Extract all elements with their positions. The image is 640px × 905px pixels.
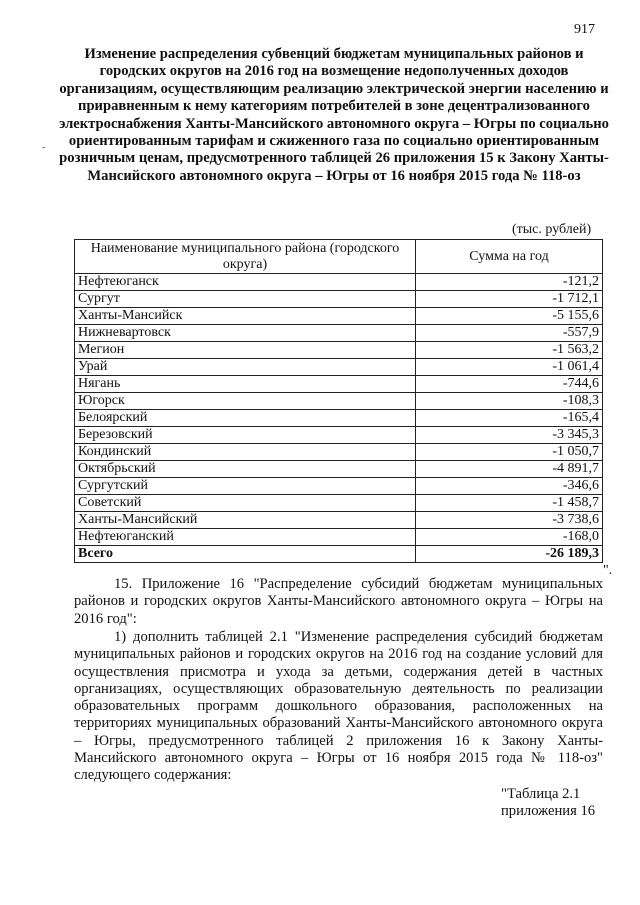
municipality-name: Югорск — [75, 393, 416, 410]
amount-value: -3 738,6 — [416, 512, 603, 529]
municipality-name: Нефтеюганский — [75, 529, 416, 546]
amount-value: -5 155,6 — [416, 308, 603, 325]
municipality-name: Октябрьский — [75, 461, 416, 478]
table-row — [75, 427, 603, 444]
table-row — [75, 325, 603, 342]
table-row — [75, 342, 603, 359]
amount-value: -346,6 — [416, 478, 603, 495]
amount-value: -168,0 — [416, 529, 603, 546]
table-row — [75, 410, 603, 427]
table-row — [75, 393, 603, 410]
municipality-name: Ханты-Мансийский — [75, 512, 416, 529]
table-reference-line-1: "Таблица 2.1 — [501, 786, 581, 802]
total-amount: -26 189,3 — [416, 546, 603, 563]
table-row — [75, 512, 603, 529]
table-row — [75, 461, 603, 478]
header-amount: Сумма на год — [416, 240, 603, 274]
table-row — [75, 495, 603, 512]
amount-value: -165,4 — [416, 410, 603, 427]
amount-value: -108,3 — [416, 393, 603, 410]
table-header-row — [75, 240, 603, 274]
document-title: Изменение распределения субвенций бюджетам муниципальных районов и городских округов на 2016 год на возмещение недополученных доходов организациям, осуществляющим реализацию электрической энергии населению и приравненным к нему категориям потребителей в зоне децентрализованного электроснабжения Ханты-Мансийского автономного округа – Югры по социально ориентированным тарифам и сжиженного газа по социально ориентированным розничным ценам, предусмотренного таблицей 26 приложения 15 к Закону Ханты-Мансийского автономного округа – Югры от 16 ноября 2015 года № 118-оз — [59, 46, 609, 184]
amount-value: -121,2 — [416, 274, 603, 291]
table-close-mark: ". — [603, 563, 613, 578]
edge-mark: - — [42, 142, 46, 153]
municipality-name: Березовский — [75, 427, 416, 444]
table-row — [75, 444, 603, 461]
municipality-name: Сургутский — [75, 478, 416, 495]
table-row — [75, 529, 603, 546]
header-municipality: Наименование муниципального района (городского округа) — [75, 240, 416, 274]
amount-value: -744,6 — [416, 376, 603, 393]
paragraph-1: 1) дополнить таблицей 2.1 "Изменение распределения субсидий бюджетам муниципальных районов и городских округов на 2016 год на создание условий для осуществления присмотра и ухода за детьми, содержания детей в частных организациях, осуществляющих образовательную деятельность по реализации образовательных программ дошкольного образования, расположенных на территориях муниципальных образований Ханты-Мансийского автономного округа – Югры, предусмотренного таблицей 2 приложения 16 к Закону Ханты-Мансийского автономного округа – Югры от 16 ноября 2015 года № 118-оз" следующего содержания: — [74, 629, 603, 784]
amount-value: -1 050,7 — [416, 444, 603, 461]
table-row — [75, 274, 603, 291]
amount-value: -4 891,7 — [416, 461, 603, 478]
amount-value: -1 712,1 — [416, 291, 603, 308]
amount-value: -1 458,7 — [416, 495, 603, 512]
table-reference-line-2: приложения 16 — [501, 803, 596, 820]
subvention-table — [74, 239, 603, 563]
municipality-name: Нижневартовск — [75, 325, 416, 342]
table-row — [75, 359, 603, 376]
page-number: 917 — [574, 22, 595, 37]
table-row — [75, 376, 603, 393]
table-body — [75, 274, 603, 563]
municipality-name: Белоярский — [75, 410, 416, 427]
amount-value: -3 345,3 — [416, 427, 603, 444]
municipality-name: Ханты-Мансийск — [75, 308, 416, 325]
municipality-name: Нягань — [75, 376, 416, 393]
table-total-row — [75, 546, 603, 563]
municipality-name: Мегион — [75, 342, 416, 359]
municipality-name: Кондинский — [75, 444, 416, 461]
unit-label: (тыс. рублей) — [512, 222, 592, 237]
municipality-name: Нефтеюганск — [75, 274, 416, 291]
table-row — [75, 291, 603, 308]
municipality-name: Сургут — [75, 291, 416, 308]
amount-value: -557,9 — [416, 325, 603, 342]
amount-value: -1 061,4 — [416, 359, 603, 376]
municipality-name: Урай — [75, 359, 416, 376]
amount-value: -1 563,2 — [416, 342, 603, 359]
paragraph-15: 15. Приложение 16 "Распределение субсидий бюджетам муниципальных районов и городских округов Ханты-Мансийского автономного округа – Югры на 2016 год": — [74, 576, 603, 627]
table-row — [75, 308, 603, 325]
total-label: Всего — [75, 546, 416, 563]
municipality-name: Советский — [75, 495, 416, 512]
table-reference — [501, 786, 595, 821]
table-row — [75, 478, 603, 495]
